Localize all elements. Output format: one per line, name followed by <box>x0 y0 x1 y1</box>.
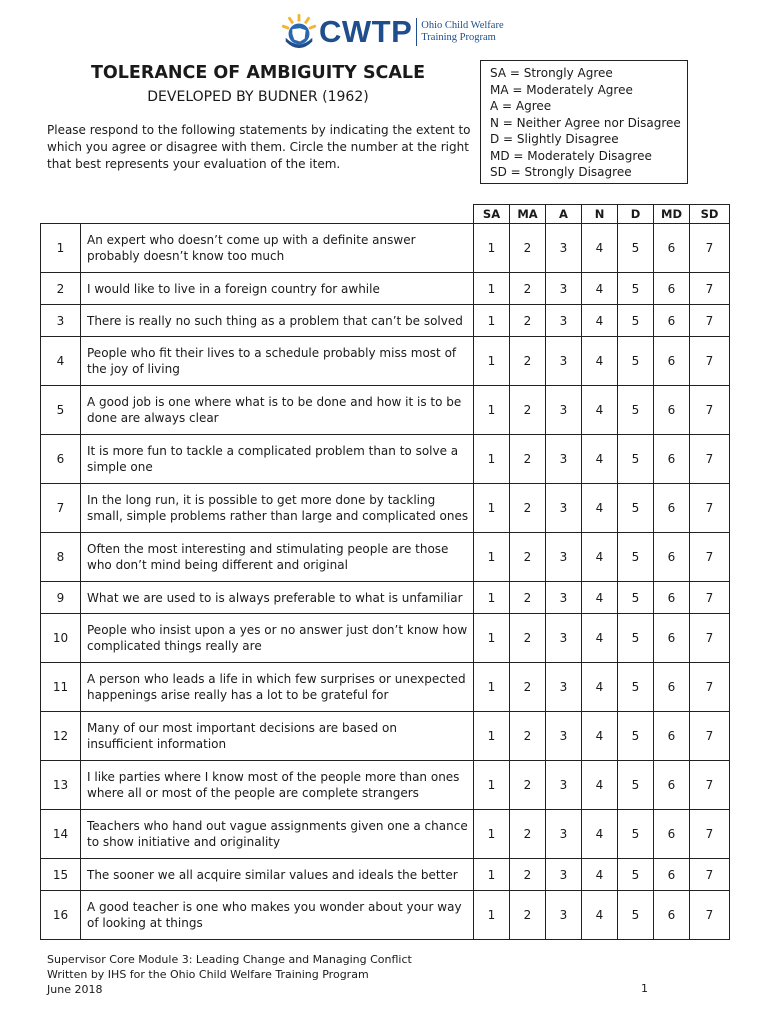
footer-date: June 2018 <box>47 983 103 996</box>
page-footer <box>47 952 412 997</box>
table-row <box>41 305 730 337</box>
rating-option[interactable]: 4 <box>582 663 618 712</box>
rating-option[interactable]: 6 <box>654 484 690 533</box>
rating-option[interactable]: 6 <box>654 224 690 273</box>
rating-option[interactable]: 1 <box>474 663 510 712</box>
column-header: MA <box>510 205 546 224</box>
logo-subtitle-line1: Ohio Child Welfare <box>421 20 504 31</box>
rating-option[interactable]: 5 <box>618 386 654 435</box>
rating-option[interactable]: 6 <box>654 614 690 663</box>
statement-line: happenings arise really has a lot to be grateful for <box>87 688 389 702</box>
rating-option[interactable]: 3 <box>546 859 582 891</box>
statement-line: It is more fun to tackle a complicated problem than to solve a <box>87 444 459 458</box>
statement-line: There is really no such thing as a problem that can’t be solved <box>87 313 463 328</box>
rating-option[interactable]: 1 <box>474 761 510 810</box>
rating-option[interactable]: 5 <box>618 891 654 940</box>
rating-option[interactable]: 1 <box>474 582 510 614</box>
statement-line: I would like to live in a foreign country for awhile <box>87 281 380 296</box>
rating-option[interactable]: 6 <box>654 663 690 712</box>
column-header: SA <box>474 205 510 224</box>
rating-option[interactable]: 3 <box>546 305 582 337</box>
rating-option[interactable]: 3 <box>546 582 582 614</box>
rating-option[interactable]: 6 <box>654 533 690 582</box>
rating-option[interactable]: 5 <box>618 224 654 273</box>
page-title: TOLERANCE OF AMBIGUITY SCALE <box>90 63 426 83</box>
item-number: 7 <box>41 484 81 533</box>
rating-option[interactable]: 4 <box>582 582 618 614</box>
item-number: 2 <box>41 273 81 305</box>
statement-line: the joy of living <box>87 362 180 376</box>
table-row <box>41 224 730 273</box>
column-header: SD <box>690 205 730 224</box>
item-number: 5 <box>41 386 81 435</box>
ohio-sun-logo-icon <box>280 13 318 51</box>
rating-option[interactable]: 1 <box>474 337 510 386</box>
rating-option[interactable]: 6 <box>654 305 690 337</box>
legend-item: SD = Strongly Disagree <box>490 165 632 179</box>
statement-line: insufficient information <box>87 737 227 751</box>
table-row <box>41 337 730 386</box>
statement-line: Teachers who hand out vague assignments given one a chance <box>87 819 468 833</box>
item-statement <box>81 224 474 273</box>
rating-option[interactable]: 7 <box>690 582 730 614</box>
rating-option[interactable]: 1 <box>474 224 510 273</box>
legend-item: MA = Moderately Agree <box>490 82 633 97</box>
page-subtitle: DEVELOPED BY BUDNER (1962) <box>147 89 369 105</box>
rating-option[interactable]: 7 <box>690 224 730 273</box>
table-row <box>41 582 730 614</box>
rating-option[interactable]: 7 <box>690 305 730 337</box>
item-statement <box>81 891 474 940</box>
rating-option[interactable]: 7 <box>690 337 730 386</box>
rating-option[interactable]: 7 <box>690 891 730 940</box>
rating-option[interactable]: 6 <box>654 386 690 435</box>
legend-item: N = Neither Agree nor Disagree <box>490 115 681 130</box>
page-number: 1 <box>641 982 648 995</box>
rating-option[interactable]: 5 <box>618 859 654 891</box>
rating-option[interactable]: 2 <box>510 614 546 663</box>
rating-option[interactable]: 6 <box>654 337 690 386</box>
rating-option[interactable]: 3 <box>546 533 582 582</box>
table-row <box>41 435 730 484</box>
rating-option[interactable]: 3 <box>546 891 582 940</box>
item-number: 10 <box>41 614 81 663</box>
statement-line: A good teacher is one who makes you wonder about your way <box>87 900 462 914</box>
item-statement <box>81 810 474 859</box>
statement-line: What we are used to is always preferable to what is unfamiliar <box>87 590 463 605</box>
rating-option[interactable]: 3 <box>546 386 582 435</box>
rating-option[interactable]: 4 <box>582 859 618 891</box>
rating-option[interactable]: 6 <box>654 810 690 859</box>
rating-option[interactable]: 2 <box>510 484 546 533</box>
rating-option[interactable]: 5 <box>618 484 654 533</box>
rating-option[interactable]: 5 <box>618 435 654 484</box>
footer-author: Written by IHS for the Ohio Child Welfare Training Program <box>47 968 369 981</box>
item-number: 4 <box>41 337 81 386</box>
item-statement <box>81 305 474 337</box>
cwtp-logo <box>280 12 504 52</box>
rating-option[interactable]: 6 <box>654 435 690 484</box>
rating-option[interactable]: 4 <box>582 224 618 273</box>
rating-option[interactable]: 5 <box>618 614 654 663</box>
item-statement <box>81 273 474 305</box>
logo-subtitle-line2: Training Program <box>421 32 496 43</box>
rating-option[interactable]: 3 <box>546 337 582 386</box>
item-number: 16 <box>41 891 81 940</box>
rating-option[interactable]: 5 <box>618 305 654 337</box>
rating-option[interactable]: 2 <box>510 810 546 859</box>
rating-option[interactable]: 1 <box>474 712 510 761</box>
rating-option[interactable]: 7 <box>690 273 730 305</box>
table-row <box>41 859 730 891</box>
statement-line: I like parties where I know most of the people more than ones <box>87 770 460 784</box>
rating-option[interactable]: 4 <box>582 891 618 940</box>
rating-option[interactable]: 3 <box>546 224 582 273</box>
item-statement <box>81 386 474 435</box>
item-number: 12 <box>41 712 81 761</box>
rating-option[interactable]: 3 <box>546 761 582 810</box>
statement-line: A good job is one where what is to be done and how it is to be <box>87 395 462 409</box>
rating-option[interactable]: 4 <box>582 712 618 761</box>
column-header: MD <box>654 205 690 224</box>
item-number: 11 <box>41 663 81 712</box>
statement-line: probably doesn’t know too much <box>87 249 285 263</box>
rating-option[interactable]: 3 <box>546 663 582 712</box>
item-number: 14 <box>41 810 81 859</box>
rating-option[interactable]: 6 <box>654 891 690 940</box>
legend-item: D = Slightly Disagree <box>490 132 619 146</box>
rating-option[interactable]: 2 <box>510 533 546 582</box>
item-statement <box>81 337 474 386</box>
rating-option[interactable]: 2 <box>510 891 546 940</box>
table-row <box>41 712 730 761</box>
rating-option[interactable]: 7 <box>690 663 730 712</box>
rating-option[interactable]: 1 <box>474 386 510 435</box>
item-number: 9 <box>41 582 81 614</box>
logo-wordmark: CWTP <box>319 14 413 49</box>
rating-option[interactable]: 1 <box>474 891 510 940</box>
rating-option[interactable]: 5 <box>618 533 654 582</box>
rating-option[interactable]: 2 <box>510 337 546 386</box>
rating-option[interactable]: 6 <box>654 273 690 305</box>
rating-option[interactable]: 5 <box>618 273 654 305</box>
scale-legend-box <box>480 60 688 184</box>
rating-option[interactable]: 2 <box>510 435 546 484</box>
rating-option[interactable]: 1 <box>474 810 510 859</box>
rating-option[interactable]: 4 <box>582 810 618 859</box>
statement-line: small, simple problems rather than large and complicated ones <box>87 509 469 523</box>
table-header-row <box>41 205 730 224</box>
header-blank <box>41 205 81 224</box>
rating-option[interactable]: 5 <box>618 761 654 810</box>
rating-option[interactable]: 2 <box>510 663 546 712</box>
header-blank <box>81 205 474 224</box>
statement-line: In the long run, it is possible to get more done by tackling <box>87 493 436 507</box>
statement-line: done are always clear <box>87 411 219 425</box>
statement-line: People who insist upon a yes or no answer just don’t know how <box>87 623 468 637</box>
table-row <box>41 533 730 582</box>
rating-option[interactable]: 1 <box>474 273 510 305</box>
statement-line: An expert who doesn’t come up with a definite answer <box>87 233 416 247</box>
column-header: A <box>546 205 582 224</box>
table-row <box>41 484 730 533</box>
item-statement <box>81 435 474 484</box>
rating-option[interactable]: 7 <box>690 712 730 761</box>
rating-option[interactable]: 6 <box>654 712 690 761</box>
item-number: 3 <box>41 305 81 337</box>
table-row <box>41 273 730 305</box>
table-row <box>41 386 730 435</box>
statement-line: of looking at things <box>87 916 203 930</box>
column-header: N <box>582 205 618 224</box>
logo-subtitle <box>421 20 503 44</box>
statement-line: A person who leads a life in which few surprises or unexpected <box>87 672 466 686</box>
column-header: D <box>618 205 654 224</box>
rating-option[interactable]: 2 <box>510 386 546 435</box>
rating-option[interactable]: 7 <box>690 614 730 663</box>
rating-option[interactable]: 6 <box>654 761 690 810</box>
table-row <box>41 663 730 712</box>
footer-module: Supervisor Core Module 3: Leading Change and Managing Conflict <box>47 953 412 966</box>
rating-option[interactable]: 2 <box>510 761 546 810</box>
rating-option[interactable]: 4 <box>582 386 618 435</box>
legend-item: SA = Strongly Agree <box>490 66 613 80</box>
item-statement <box>81 663 474 712</box>
rating-option[interactable]: 6 <box>654 582 690 614</box>
rating-option[interactable]: 5 <box>618 582 654 614</box>
table-body <box>41 224 730 940</box>
legend-item: MD = Moderately Disagree <box>490 148 652 163</box>
logo-divider <box>416 18 417 46</box>
statement-line: The sooner we all acquire similar values and ideals the better <box>87 867 458 882</box>
table-row <box>41 761 730 810</box>
rating-option[interactable]: 4 <box>582 337 618 386</box>
rating-option[interactable]: 1 <box>474 305 510 337</box>
rating-option[interactable]: 7 <box>690 533 730 582</box>
item-statement <box>81 712 474 761</box>
rating-option[interactable]: 4 <box>582 305 618 337</box>
rating-option[interactable]: 7 <box>690 435 730 484</box>
rating-option[interactable]: 3 <box>546 273 582 305</box>
statement-line: People who fit their lives to a schedule probably miss most of <box>87 346 457 360</box>
rating-option[interactable]: 6 <box>654 859 690 891</box>
rating-option[interactable]: 2 <box>510 273 546 305</box>
rating-option[interactable]: 1 <box>474 484 510 533</box>
statement-line: simple one <box>87 460 153 474</box>
rating-option[interactable]: 4 <box>582 533 618 582</box>
rating-option[interactable]: 1 <box>474 435 510 484</box>
rating-option[interactable]: 5 <box>618 712 654 761</box>
rating-option[interactable]: 1 <box>474 859 510 891</box>
statement-line: complicated things really are <box>87 639 262 653</box>
rating-option[interactable]: 4 <box>582 435 618 484</box>
rating-option[interactable]: 3 <box>546 810 582 859</box>
rating-option[interactable]: 5 <box>618 337 654 386</box>
item-statement <box>81 582 474 614</box>
rating-option[interactable]: 7 <box>690 484 730 533</box>
rating-option[interactable]: 4 <box>582 614 618 663</box>
table-row <box>41 614 730 663</box>
item-number: 13 <box>41 761 81 810</box>
statement-line: Many of our most important decisions are based on <box>87 721 397 735</box>
rating-option[interactable]: 3 <box>546 614 582 663</box>
rating-option[interactable]: 4 <box>582 761 618 810</box>
rating-option[interactable]: 7 <box>690 761 730 810</box>
rating-option[interactable]: 2 <box>510 859 546 891</box>
rating-option[interactable]: 3 <box>546 712 582 761</box>
legend-item: A = Agree <box>490 99 552 113</box>
rating-option[interactable]: 4 <box>582 273 618 305</box>
rating-option[interactable]: 2 <box>510 305 546 337</box>
item-statement <box>81 859 474 891</box>
rating-option[interactable]: 4 <box>582 484 618 533</box>
rating-option[interactable]: 3 <box>546 435 582 484</box>
rating-option[interactable]: 7 <box>690 859 730 891</box>
item-statement <box>81 484 474 533</box>
ambiguity-scale-table <box>40 204 730 940</box>
item-statement <box>81 761 474 810</box>
table-row <box>41 810 730 859</box>
item-number: 15 <box>41 859 81 891</box>
item-statement <box>81 533 474 582</box>
item-statement <box>81 614 474 663</box>
rating-option[interactable]: 1 <box>474 614 510 663</box>
rating-option[interactable]: 2 <box>510 712 546 761</box>
table-row <box>41 891 730 940</box>
item-number: 1 <box>41 224 81 273</box>
item-number: 6 <box>41 435 81 484</box>
rating-option[interactable]: 7 <box>690 386 730 435</box>
rating-option[interactable]: 2 <box>510 224 546 273</box>
statement-line: where all or most of the people are complete strangers <box>87 786 419 800</box>
statement-line: Often the most interesting and stimulating people are those <box>87 542 449 556</box>
rating-option[interactable]: 1 <box>474 533 510 582</box>
statement-line: to show initiative and originality <box>87 835 281 849</box>
rating-option[interactable]: 5 <box>618 663 654 712</box>
instructions-text: Please respond to the following statements by indicating the extent to which you agree or disagree with them. Circle the number at the right that best represents your evaluation of the item. <box>47 123 471 171</box>
rating-option[interactable]: 2 <box>510 582 546 614</box>
item-number: 8 <box>41 533 81 582</box>
rating-option[interactable]: 3 <box>546 484 582 533</box>
statement-line: who don’t mind being different and original <box>87 558 348 572</box>
rating-option[interactable]: 7 <box>690 810 730 859</box>
rating-option[interactable]: 5 <box>618 810 654 859</box>
